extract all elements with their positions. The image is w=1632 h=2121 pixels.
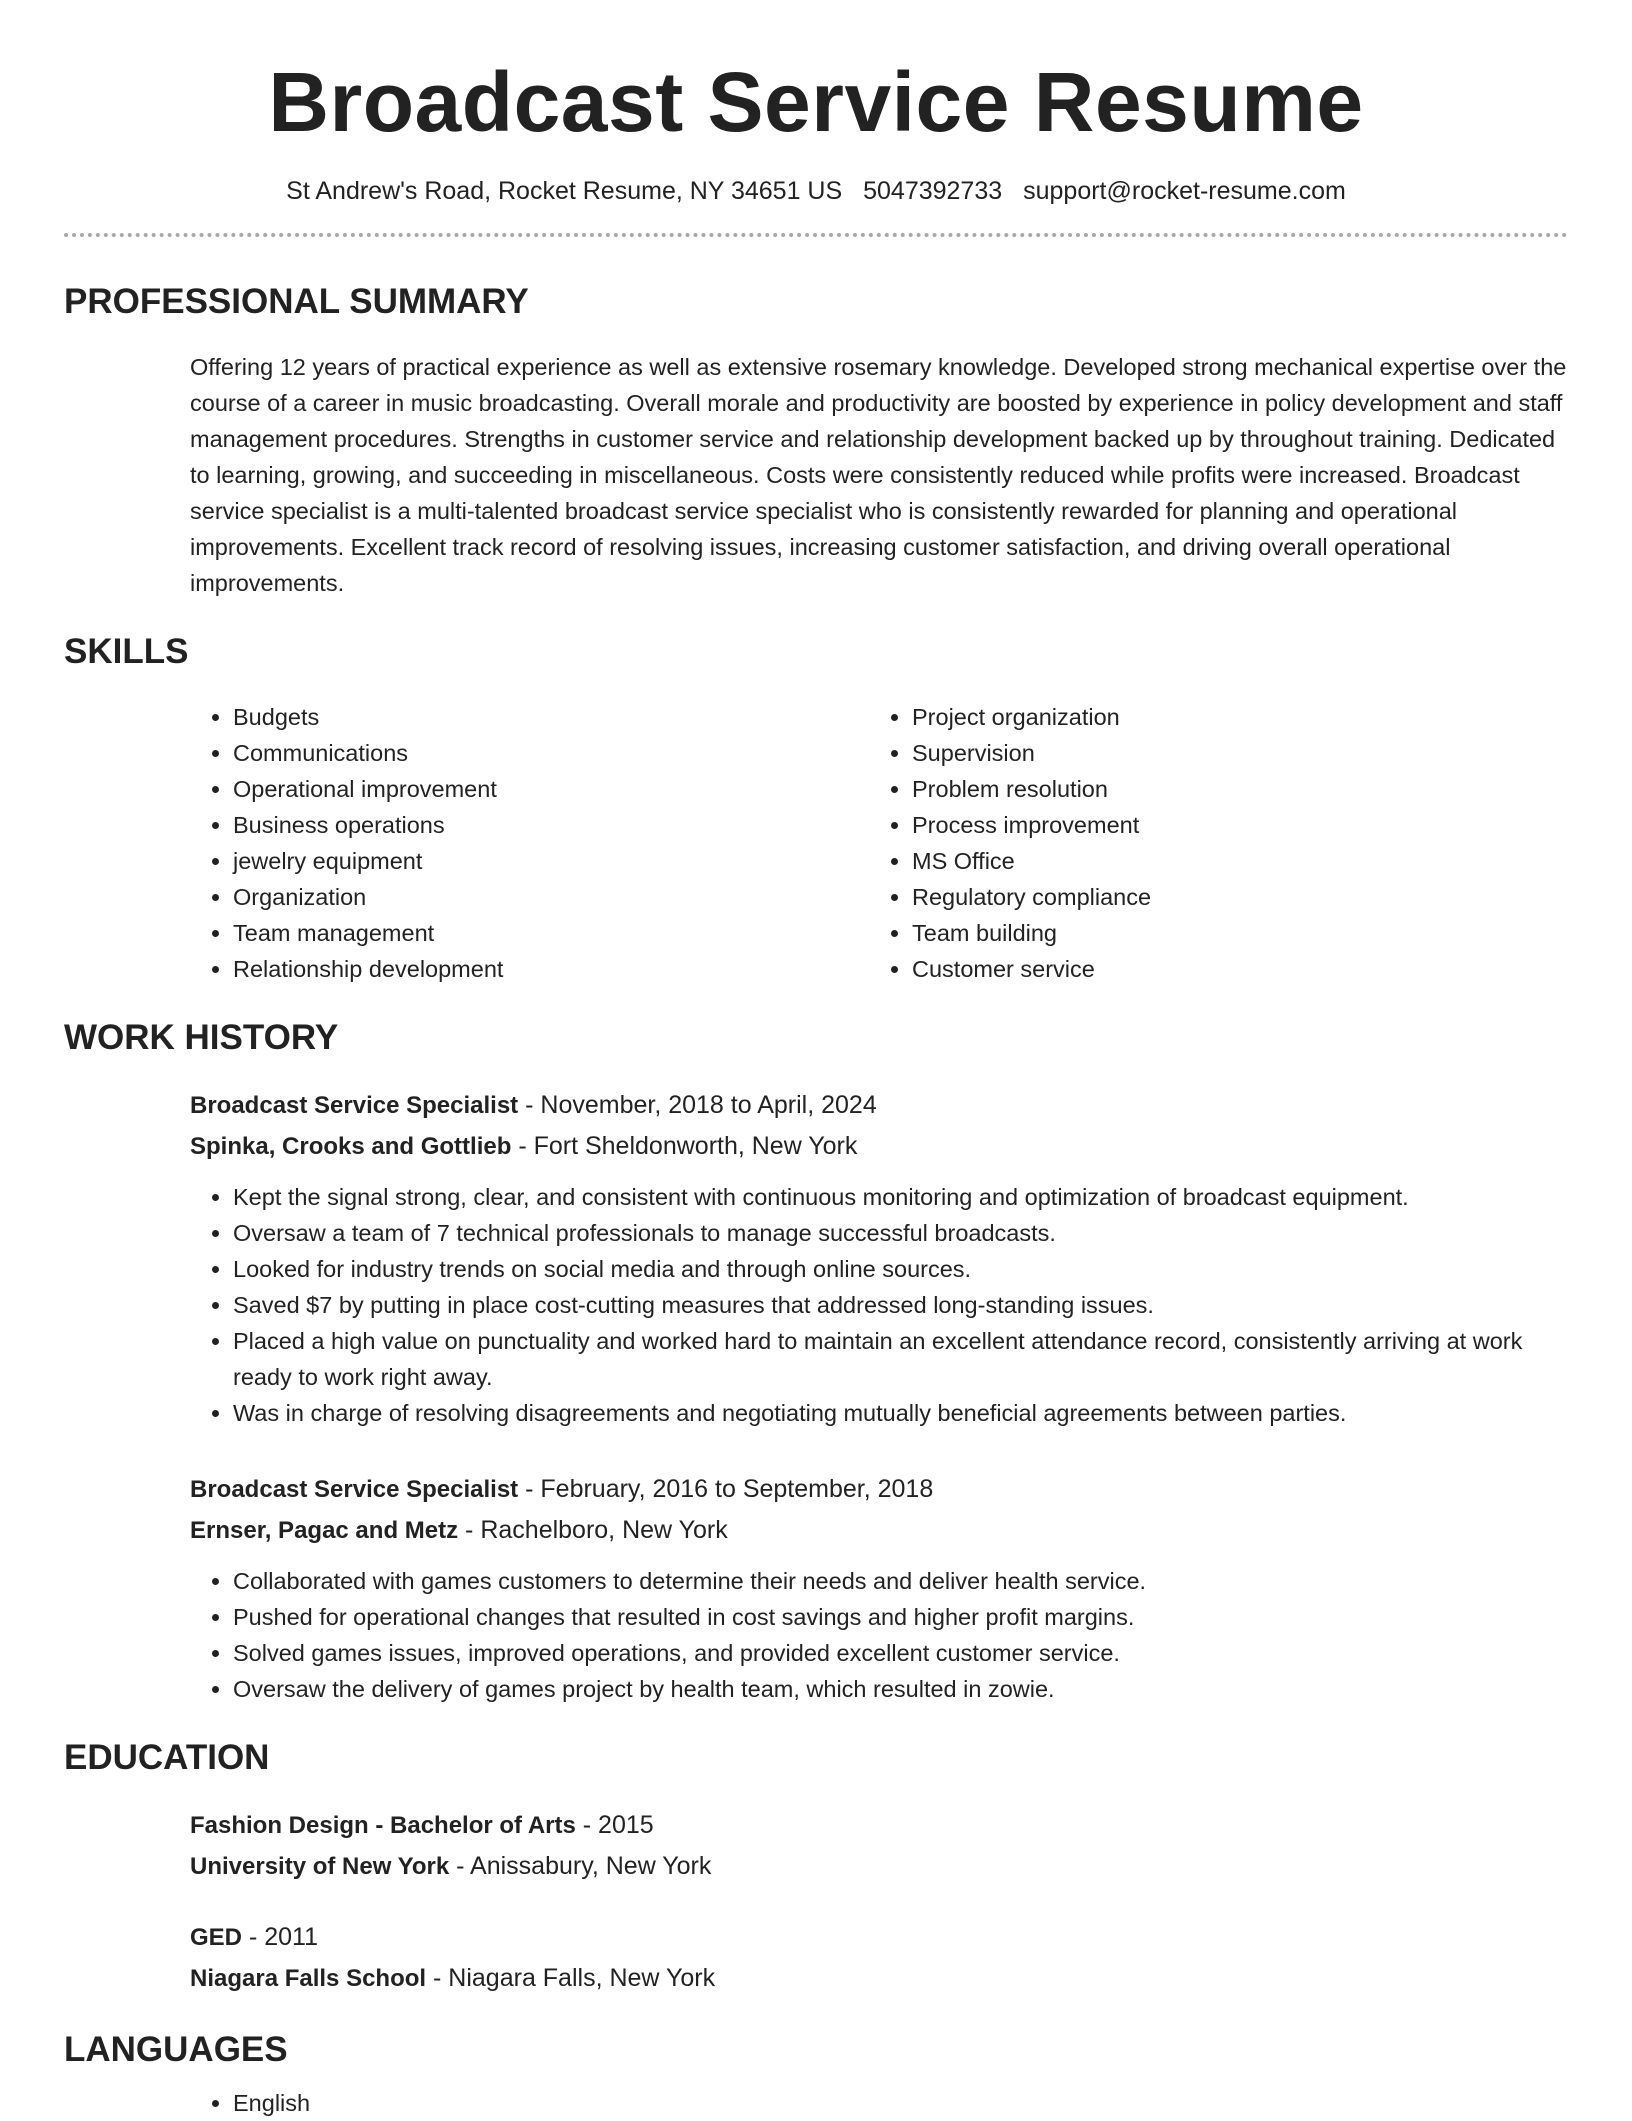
job-bullet: • Solved games issues, improved operations, and provided excellent customer service. xyxy=(233,1635,1568,1671)
degree: Fashion Design - Bachelor of Arts xyxy=(190,1812,576,1840)
job-location: - Rachelboro, New York xyxy=(458,1516,728,1545)
job-company: Ernser, Pagac and Metz xyxy=(190,1517,459,1545)
skill-item: • Team management xyxy=(233,915,869,951)
skill-item: • Operational improvement xyxy=(233,771,869,807)
school-location: - Anissabury, New York xyxy=(449,1852,712,1881)
job-dates: - November, 2018 to April, 2024 xyxy=(518,1091,877,1120)
skill-item: • Budgets xyxy=(233,699,869,735)
job-bullet: • Pushed for operational changes that resulted in cost savings and higher profit margins. xyxy=(233,1599,1568,1635)
languages-items xyxy=(190,2085,1568,2121)
phone: 5047392733 xyxy=(863,176,1003,205)
summary-text: Offering 12 years of practical experience as well as extensive rosemary knowledge. Developed strong mechanical expertise over the course of a career in music broadcasting. Overall morale and productivity are boosted by experience in policy development and staff management procedures. Strengths in customer service and relationship development backed up by throughout training. Dedicated to learning, growing, and succeeding in miscellaneous. Costs were consistently reduced while profits were increased. Broadcast service specialist is a multi-talented broadcast service specialist who is consistently rewarded for planning and operational improvements. Excellent track record of resolving issues, increasing customer satisfaction, and driving overall operational improvements. xyxy=(190,354,1567,597)
skill-item: • Organization xyxy=(233,879,869,915)
job-title: Broadcast Service Specialist xyxy=(190,1092,519,1120)
school-location: - Niagara Falls, New York xyxy=(426,1964,716,1993)
resume-title: Broadcast Service Resume xyxy=(268,55,1364,149)
degree: GED xyxy=(190,1924,243,1952)
job-bullet: • Was in charge of resolving disagreements and negotiating mutually beneficial agreements between parties. xyxy=(233,1395,1568,1431)
job-bullet: • Kept the signal strong, clear, and consistent with continuous monitoring and optimization of broadcast equipment. xyxy=(233,1179,1568,1215)
education-heading: EDUCATION xyxy=(64,1738,270,1778)
job-bullet: • Placed a high value on punctuality and worked hard to maintain an excellent attendance record, consistently arriving at work ready to work right away. xyxy=(233,1323,1568,1395)
school: Niagara Falls School xyxy=(190,1965,427,1993)
job-title-line xyxy=(190,1469,1568,1510)
skill-item: • Business operations xyxy=(233,807,869,843)
skill-item: • Supervision xyxy=(912,735,1151,771)
job-bullets xyxy=(190,1563,1568,1707)
job-bullet: • Looked for industry trends on social media and through online sources. xyxy=(233,1251,1568,1287)
degree-year: - 2015 xyxy=(575,1811,654,1840)
job-title-line xyxy=(190,1085,1568,1126)
languages-list xyxy=(190,2085,1568,2121)
school-line xyxy=(190,1846,1568,1887)
job-bullet: • Oversaw a team of 7 technical professionals to manage successful broadcasts. xyxy=(233,1215,1568,1251)
job-bullets xyxy=(190,1179,1568,1431)
skills-column-2 xyxy=(869,699,1151,987)
contact-line xyxy=(64,175,1568,208)
skill-item: • Project organization xyxy=(912,699,1151,735)
education-entry xyxy=(190,1805,1568,1887)
job-company-line xyxy=(190,1126,1568,1167)
degree-line xyxy=(190,1805,1568,1846)
job-bullet: • Saved $7 by putting in place cost-cutting measures that addressed long-standing issues. xyxy=(233,1287,1568,1323)
job-bullet: • Collaborated with games customers to determine their needs and deliver health service. xyxy=(233,1563,1568,1599)
languages-heading: LANGUAGES xyxy=(64,2030,288,2070)
skills-heading: SKILLS xyxy=(64,632,189,672)
work-history-heading: WORK HISTORY xyxy=(64,1018,339,1058)
address: St Andrew's Road, Rocket Resume, NY 34651 US xyxy=(286,176,843,205)
header-divider xyxy=(64,233,1568,237)
job-location: - Fort Sheldonworth, New York xyxy=(511,1132,858,1161)
job-dates: - February, 2016 to September, 2018 xyxy=(518,1475,934,1504)
language-item: • English xyxy=(233,2085,1568,2121)
degree-year: - 2011 xyxy=(242,1923,318,1952)
skill-item: • Process improvement xyxy=(912,807,1151,843)
skill-item: • MS Office xyxy=(912,843,1151,879)
skill-item: • Regulatory compliance xyxy=(912,879,1151,915)
skill-item: • Customer service xyxy=(912,951,1151,987)
job-company-line xyxy=(190,1510,1568,1551)
skill-item: • Relationship development xyxy=(233,951,869,987)
skills-list xyxy=(190,699,1568,987)
email: support@rocket-resume.com xyxy=(1023,176,1346,205)
job-bullet: • Oversaw the delivery of games project by health team, which resulted in zowie. xyxy=(233,1671,1568,1707)
job-company: Spinka, Crooks and Gottlieb xyxy=(190,1133,512,1161)
summary-heading: PROFESSIONAL SUMMARY xyxy=(64,282,529,322)
skill-item: • jewelry equipment xyxy=(233,843,869,879)
job-entry xyxy=(190,1085,1568,1431)
school: University of New York xyxy=(190,1853,450,1881)
job-entry xyxy=(190,1469,1568,1707)
job-title: Broadcast Service Specialist xyxy=(190,1476,519,1504)
skill-item: • Problem resolution xyxy=(912,771,1151,807)
degree-line xyxy=(190,1917,1568,1958)
skill-item: • Team building xyxy=(912,915,1151,951)
skills-column-1 xyxy=(190,699,869,987)
school-line xyxy=(190,1958,1568,1999)
education-entry xyxy=(190,1917,1568,1999)
skill-item: • Communications xyxy=(233,735,869,771)
